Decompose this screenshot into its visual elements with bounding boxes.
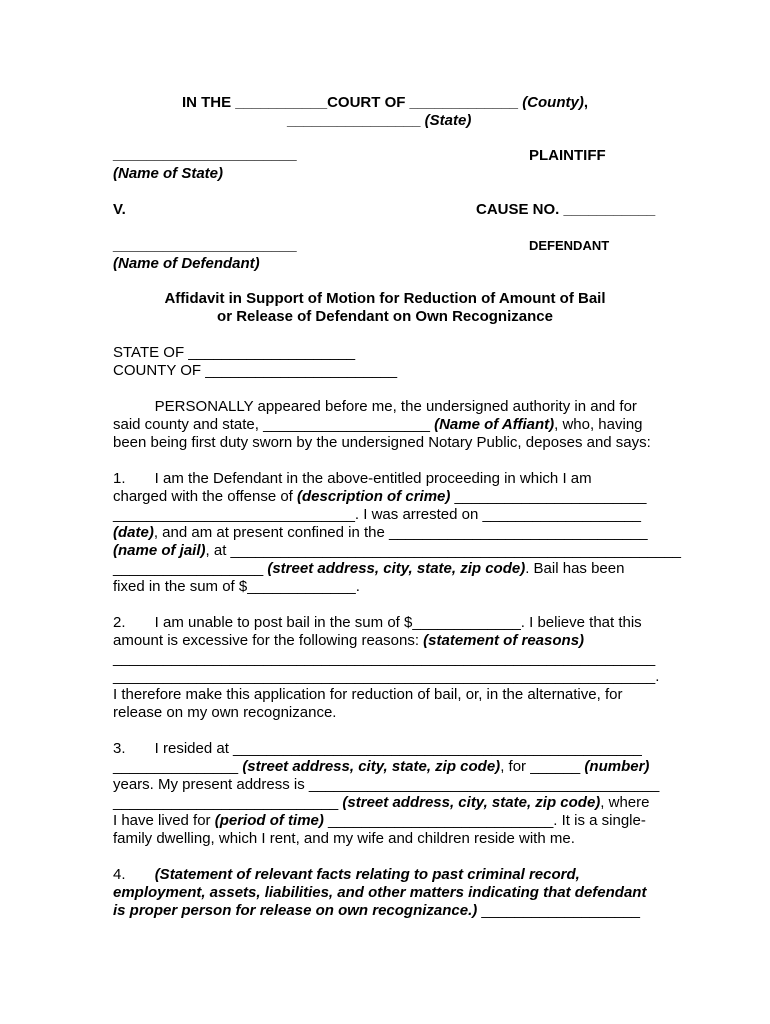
p1-line-3: _____________________________. I was arrested on ___________________ [113,506,641,523]
intro-line-1: PERSONALLY appeared before me, the undersigned authority in and for [113,398,637,415]
p1-line-4-text: , and am at present confined in the _______________________________ [153,524,648,541]
p2-line-2-text: amount is excessive for the following reasons: [113,632,424,649]
p4-line-3-text: is proper person for release on own recognizance.) [113,902,478,919]
p1-line-5 [113,542,681,560]
court-line [0,94,770,112]
p1-line-7: fixed in the sum of $_____________. [113,578,360,595]
p1-line-5-text: , at ______________________________________________________ [205,542,682,559]
crime-description-label: (description of crime) [297,488,451,505]
prior-address-label: (street address, city, state, zip code) [242,758,501,775]
p3-line-4-text: , where [600,794,650,811]
affiant-name-label: (Name of Affiant) [434,416,555,433]
court-line-text: IN THE ___________COURT OF _____________ [181,94,523,111]
p3-line-5-end: ___________________________. It is a single- [323,812,646,829]
jail-address-label: (street address, city, state, zip code) [267,560,526,577]
p4-number: 4. [113,866,155,883]
document-title-line2: or Release of Defendant on Own Recognizance [217,308,553,325]
cause-number: CAUSE NO. ___________ [476,201,656,218]
plaintiff-blank: ______________________ [113,145,297,162]
intro-line-2 [113,416,643,434]
venue-state: STATE OF ____________________ [113,344,356,361]
p4-line-1 [113,866,580,884]
p3-line-2-text: , for ______ [500,758,585,775]
p3-line-6: family dwelling, which I rent, and my wife and children reside with me. [113,830,575,847]
intro-line-2-text: said county and state, ____________________ [113,416,435,433]
p2-line-2 [113,632,584,650]
defendant-name: (Name of Defendant) [113,255,260,272]
p1-line-6-blank: __________________ [113,560,268,577]
p1-line-2 [113,488,646,506]
plaintiff-name: (Name of State) [113,165,224,182]
p2-line-4: _________________________________________________________________. [113,668,660,685]
p3-line-4-blank: ___________________________ [113,794,343,811]
p3-line-2 [113,758,649,776]
p4-line-2: employment, assets, liabilities, and other matters indicating that defendant [113,884,647,901]
p1-line-1: 1. I am the Defendant in the above-entitled proceeding in which I am [113,470,592,487]
p1-line-6 [113,560,624,578]
p1-line-2-text: charged with the offense of [113,488,298,505]
p3-line-3: years. My present address is __________________________________________ [113,776,660,793]
p2-line-6: release on my own recognizance. [113,704,337,721]
state-line-blank: ________________ [287,112,425,129]
versus-label: V. [113,201,126,218]
period-of-time-label: (period of time) [214,812,324,829]
intro-line-3: been being first duty sworn by the undersigned Notary Public, deposes and says: [113,434,651,451]
p1-line-6-text: . Bail has been [525,560,625,577]
p1-line-2-blank: _______________________ [450,488,647,505]
document-title-line1: Affidavit in Support of Motion for Reduction of Amount of Bail [164,290,606,307]
county-label: (County) [522,94,584,111]
p3-line-4 [113,794,650,812]
p2-line-5: I therefore make this application for reduction of bail, or, in the alternative, for [113,686,623,703]
plaintiff-label: PLAINTIFF [529,147,606,164]
p3-line-5-text: I have lived for [113,812,215,829]
p3-line-1: 3. I resided at _________________________________________________ [113,740,642,757]
defendant-blank: ______________________ [113,236,297,253]
venue-county: COUNTY OF _______________________ [113,362,398,379]
reasons-label: (statement of reasons) [423,632,585,649]
date-label: (date) [113,524,154,541]
p3-line-2-blank: _______________ [113,758,243,775]
p4-line-1-text: (Statement of relevant facts relating to past criminal record, [154,866,580,883]
years-number-label: (number) [584,758,650,775]
p2-line-1: 2. I am unable to post bail in the sum of $_____________. I believe that this [113,614,642,631]
p4-line-3-blank: ___________________ [477,902,640,919]
p2-line-3: _________________________________________________________________ [113,650,656,667]
state-line [287,112,471,130]
p3-line-5 [113,812,646,830]
court-line-comma: , [583,94,589,111]
state-label: (State) [424,112,472,129]
p1-line-4 [113,524,648,542]
jail-name-label: (name of jail) [113,542,206,559]
p4-line-3 [113,902,640,920]
defendant-label: DEFENDANT [529,238,610,253]
intro-line-2-end: , who, having [554,416,643,433]
present-address-label: (street address, city, state, zip code) [342,794,601,811]
